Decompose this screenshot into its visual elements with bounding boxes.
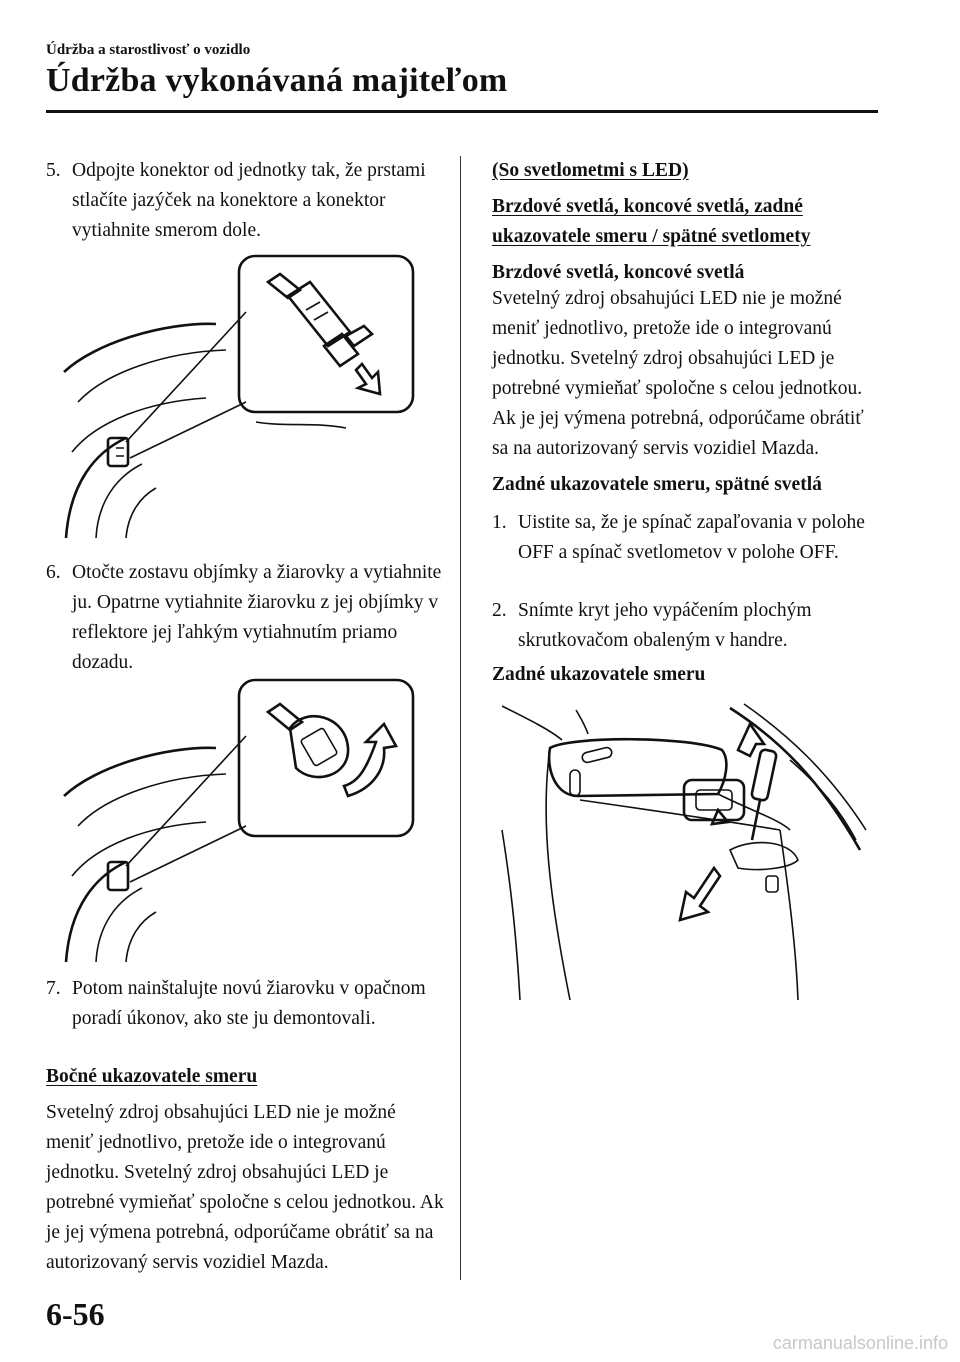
chapter-title: Údržba vykonávaná majiteľom	[46, 62, 508, 99]
step-7	[46, 974, 446, 1034]
section-title: Údržba a starostlivosť o vozidlo	[46, 42, 251, 58]
step-number: 5.	[46, 160, 61, 181]
watermark: carmanualsonline.info	[772, 1333, 948, 1353]
step-5	[46, 156, 446, 246]
brake-lights-heading: Brzdové svetlá, koncové svetlá, zadné ukazovatele smeru / spätné svetlomety	[492, 196, 811, 247]
socket-turn-illustration	[56, 676, 422, 966]
screwdriver-handle	[751, 749, 777, 801]
screwdriver-blade	[752, 800, 760, 840]
cover-lamp	[684, 780, 744, 820]
step-text: Odpojte konektor od jednotky tak, že prstami stlačíte jazýček na konektore a konektor vytiahnite smerom dole.	[72, 160, 426, 241]
trim-edge	[502, 706, 562, 740]
turn-arrow	[344, 724, 396, 796]
brake-lights-subheading: Brzdové svetlá, koncové svetlá	[492, 262, 745, 283]
step-text: Potom nainštalujte novú žiarovku v opačnom poradí úkonov, ako ste ju demontovali.	[72, 978, 426, 1029]
trunk-panel	[549, 739, 726, 796]
step-number: 2.	[492, 600, 507, 621]
step-1	[492, 508, 882, 568]
step-2	[492, 596, 882, 656]
pull-arrow-down	[680, 868, 720, 920]
step-text: Otočte zostavu objímky a žiarovky a vytiahnite ju. Opatrne vytiahnite žiarovku z jej objímky v reflektore jej ľahkým vytiahnutím priamo dozadu.	[72, 562, 442, 673]
rear-turn-subheading: Zadné ukazovatele smeru	[492, 664, 706, 685]
page-number: 6-56	[46, 1296, 105, 1332]
rear-lights-subheading: Zadné ukazovatele smeru, spätné svetlá	[492, 474, 822, 495]
side-turn-text: Svetelný zdroj obsahujúci LED nie je možné meniť jednotlivo, pretože ide o integrovanú jednotku. Svetelný zdroj obsahujúci LED je potrebné vymieňať spoločne s celou jednotkou. Ak je jej výmena potrebná, odporúčame obrátiť sa na autorizovaný servis vozidiel Mazda.	[46, 1102, 444, 1273]
step-number: 1.	[492, 512, 507, 533]
connector-removal-illustration	[56, 252, 422, 542]
header-rule	[46, 110, 878, 113]
step-6	[46, 558, 446, 678]
step-text: Uistite sa, že je spínač zapaľovania v polohe OFF a spínač svetlometov v polohe OFF.	[518, 512, 865, 563]
led-heading: (So svetlometmi s LED)	[492, 160, 689, 181]
pull-down-arrow	[356, 364, 380, 394]
detail-frame	[239, 680, 413, 836]
side-turn-heading: Bočné ukazovatele smeru	[46, 1066, 258, 1087]
detail-frame	[239, 256, 413, 412]
step-number: 6.	[46, 562, 61, 583]
step-text: Snímte kryt jeho vypáčením plochým skrutkovačom obaleným v handre.	[518, 600, 812, 651]
column-divider	[460, 156, 461, 1280]
cover-removal-illustration	[490, 700, 872, 1000]
bulb-tip	[268, 274, 300, 298]
bulb-tip	[268, 704, 302, 730]
step-number: 7.	[46, 978, 61, 999]
brake-lights-text: Svetelný zdroj obsahujúci LED nie je možné meniť jednotlivo, pretože ide o integrovanú jednotku. Svetelný zdroj obsahujúci LED je potrebné vymieňať spoločne s celou jednotkou. Ak je jej výmena potrebná, odporúčame obrátiť sa na autorizovaný servis vozidiel Mazda.	[492, 288, 864, 459]
